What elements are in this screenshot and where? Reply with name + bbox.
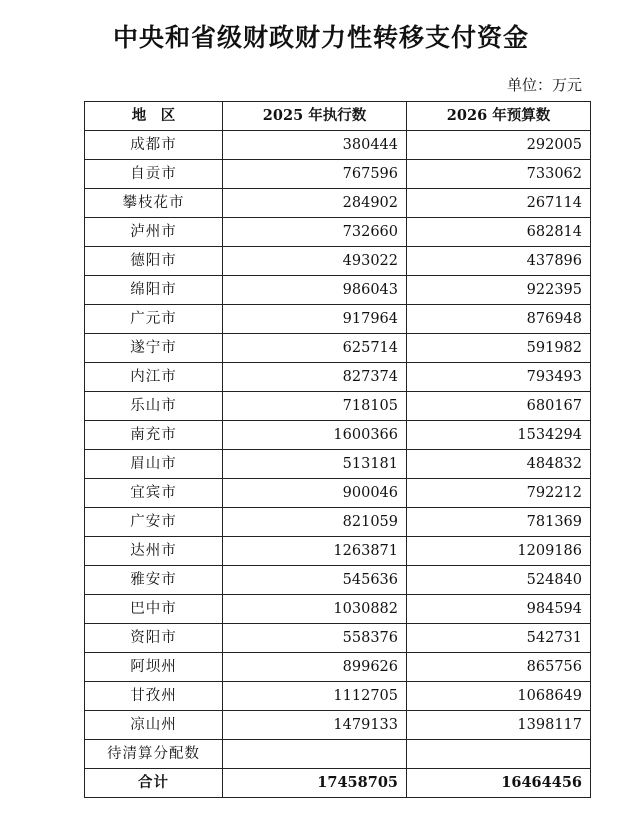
region-cell: 待清算分配数 (85, 740, 223, 769)
value-2025-cell: 827374 (223, 363, 407, 392)
value-2025-cell: 380444 (223, 131, 407, 160)
total-2025-value: 17458705 (223, 769, 407, 798)
header-2025-actual: 2025 年执行数 (223, 102, 407, 131)
transfer-payment-table (84, 101, 591, 798)
value-2025-cell: 625714 (223, 334, 407, 363)
header-row (85, 102, 591, 131)
value-2026-cell: 984594 (407, 595, 591, 624)
region-cell: 绵阳市 (85, 276, 223, 305)
table-row (85, 537, 591, 566)
region-cell: 德阳市 (85, 247, 223, 276)
value-2025-cell: 821059 (223, 508, 407, 537)
value-2025-cell: 558376 (223, 624, 407, 653)
table-row (85, 711, 591, 740)
value-2026-cell: 682814 (407, 218, 591, 247)
table-row (85, 740, 591, 769)
table-row (85, 247, 591, 276)
value-2026-cell: 437896 (407, 247, 591, 276)
unit-label: 单位：万元 (506, 76, 582, 94)
region-cell: 攀枝花市 (85, 189, 223, 218)
total-2026-value: 16464456 (407, 769, 591, 798)
value-2025-cell: 718105 (223, 392, 407, 421)
table-row (85, 421, 591, 450)
total-label: 合计 (85, 769, 223, 798)
region-cell: 阿坝州 (85, 653, 223, 682)
region-cell: 资阳市 (85, 624, 223, 653)
value-2026-cell: 542731 (407, 624, 591, 653)
region-cell: 遂宁市 (85, 334, 223, 363)
value-2026-cell: 865756 (407, 653, 591, 682)
value-2025-cell: 493022 (223, 247, 407, 276)
value-2025-cell: 732660 (223, 218, 407, 247)
value-2025-cell: 284902 (223, 189, 407, 218)
table-row (85, 189, 591, 218)
region-cell: 凉山州 (85, 711, 223, 740)
region-cell: 内江市 (85, 363, 223, 392)
value-2026-cell: 267114 (407, 189, 591, 218)
total-row (85, 769, 591, 798)
region-cell: 乐山市 (85, 392, 223, 421)
value-2026-cell: 1068649 (407, 682, 591, 711)
value-2025-cell (223, 740, 407, 769)
region-cell: 巴中市 (85, 595, 223, 624)
value-2026-cell: 1209186 (407, 537, 591, 566)
table-row (85, 479, 591, 508)
region-cell: 雅安市 (85, 566, 223, 595)
region-cell: 宜宾市 (85, 479, 223, 508)
table-row (85, 276, 591, 305)
table-row (85, 566, 591, 595)
table-row (85, 131, 591, 160)
page-title: 中央和省级财政财力性转移支付资金 (112, 23, 529, 52)
value-2026-cell: 876948 (407, 305, 591, 334)
value-2026-cell: 524840 (407, 566, 591, 595)
region-cell: 广元市 (85, 305, 223, 334)
value-2026-cell: 1534294 (407, 421, 591, 450)
value-2025-cell: 767596 (223, 160, 407, 189)
table-row (85, 653, 591, 682)
value-2025-cell: 545636 (223, 566, 407, 595)
table-row (85, 305, 591, 334)
value-2025-cell: 917964 (223, 305, 407, 334)
value-2026-cell (407, 740, 591, 769)
region-cell: 甘孜州 (85, 682, 223, 711)
table-row (85, 160, 591, 189)
value-2026-cell: 484832 (407, 450, 591, 479)
table-row (85, 595, 591, 624)
header-region: 地 区 (85, 102, 223, 131)
value-2026-cell: 922395 (407, 276, 591, 305)
region-cell: 达州市 (85, 537, 223, 566)
value-2026-cell: 792212 (407, 479, 591, 508)
table-row (85, 450, 591, 479)
region-cell: 泸州市 (85, 218, 223, 247)
value-2025-cell: 899626 (223, 653, 407, 682)
table-row (85, 624, 591, 653)
value-2025-cell: 1600366 (223, 421, 407, 450)
table-row (85, 392, 591, 421)
value-2025-cell: 1030882 (223, 595, 407, 624)
value-2026-cell: 733062 (407, 160, 591, 189)
region-cell: 成都市 (85, 131, 223, 160)
value-2026-cell: 1398117 (407, 711, 591, 740)
value-2026-cell: 793493 (407, 363, 591, 392)
region-cell: 自贡市 (85, 160, 223, 189)
value-2025-cell: 900046 (223, 479, 407, 508)
region-cell: 南充市 (85, 421, 223, 450)
value-2026-cell: 781369 (407, 508, 591, 537)
region-cell: 眉山市 (85, 450, 223, 479)
table-row (85, 218, 591, 247)
value-2025-cell: 1263871 (223, 537, 407, 566)
table-row (85, 363, 591, 392)
value-2025-cell: 986043 (223, 276, 407, 305)
value-2025-cell: 513181 (223, 450, 407, 479)
table-row (85, 682, 591, 711)
table-body (85, 131, 591, 769)
region-cell: 广安市 (85, 508, 223, 537)
value-2026-cell: 680167 (407, 392, 591, 421)
table-row (85, 508, 591, 537)
header-2026-budget: 2026 年预算数 (407, 102, 591, 131)
value-2025-cell: 1112705 (223, 682, 407, 711)
value-2026-cell: 292005 (407, 131, 591, 160)
value-2025-cell: 1479133 (223, 711, 407, 740)
table-row (85, 334, 591, 363)
value-2026-cell: 591982 (407, 334, 591, 363)
